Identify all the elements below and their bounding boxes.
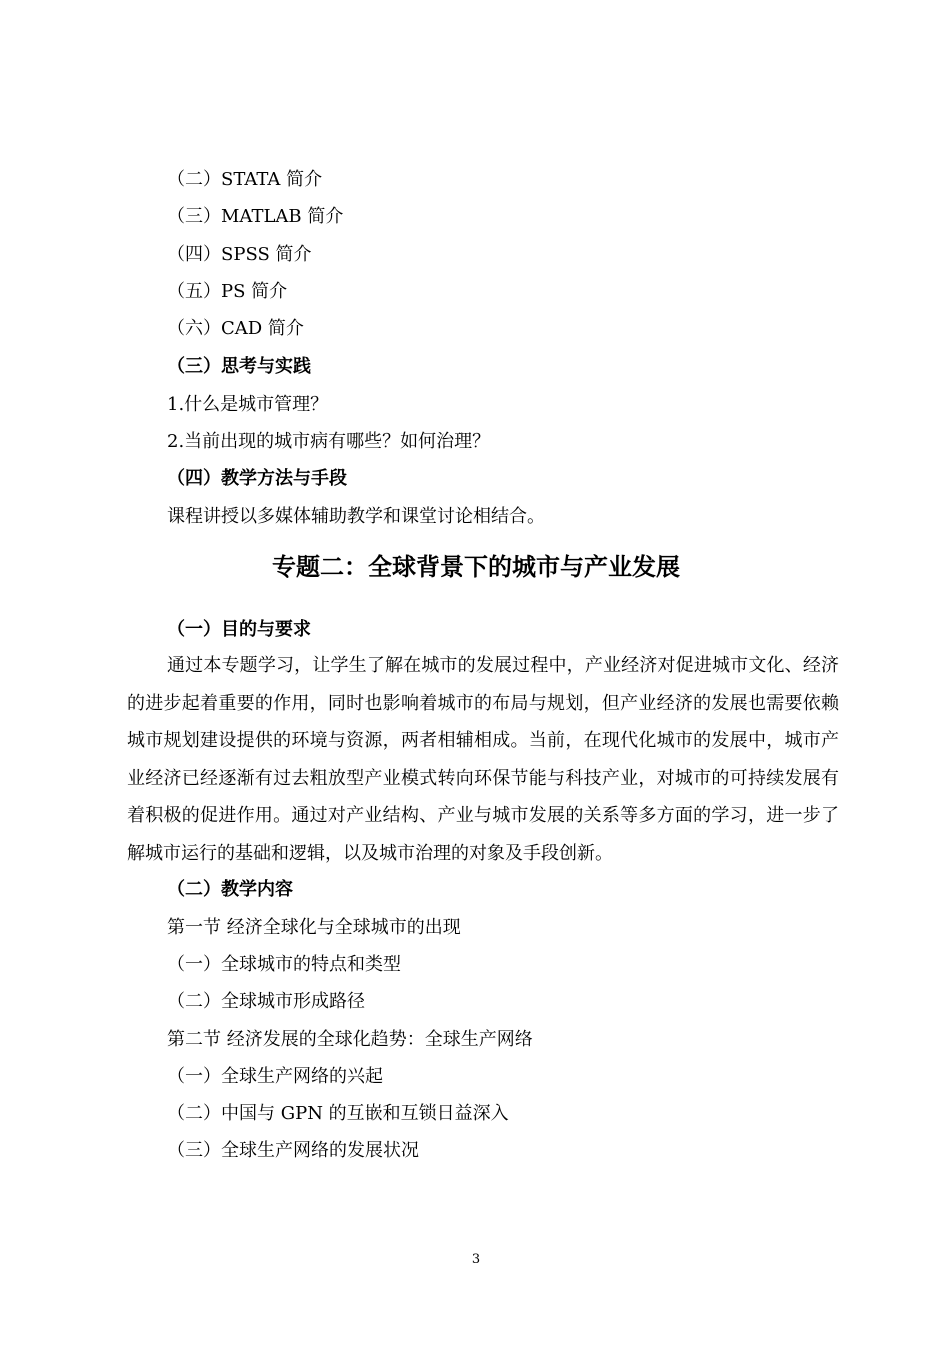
- question-item: 2.当前出现的城市病有哪些？如何治理？: [167, 431, 491, 452]
- section-heading-goals: （一）目的与要求: [167, 619, 311, 640]
- methods-text: 课程讲授以多媒体辅助教学和课堂讨论相结合。: [167, 506, 545, 527]
- section-heading-content: （二）教学内容: [167, 879, 293, 900]
- outline-item-ps: （五）PS 简介: [167, 281, 288, 302]
- section-heading-practice: （三）思考与实践: [167, 356, 311, 377]
- outline-item-stata: （二）STATA 简介: [167, 169, 323, 190]
- content-item: （三）全球生产网络的发展状况: [167, 1140, 419, 1161]
- content-item: （一）全球生产网络的兴起: [167, 1066, 383, 1087]
- topic-title: 专题二：全球背景下的城市与产业发展: [272, 553, 680, 581]
- section-heading-methods: （四）教学方法与手段: [167, 468, 347, 489]
- content-item: （一）全球城市的特点和类型: [167, 954, 401, 975]
- outline-item-cad: （六）CAD 简介: [167, 318, 304, 339]
- content-item: （二）中国与 GPN 的互嵌和互锁日益深入: [167, 1103, 509, 1124]
- content-item: （二）全球城市形成路径: [167, 991, 365, 1012]
- question-item: 1.什么是城市管理？: [167, 394, 329, 415]
- page-number: 3: [471, 1252, 481, 1267]
- goals-paragraph: 通过本专题学习，让学生了解在城市的发展过程中，产业经济对促进城市文化、经济的进步起着重要的作用，同时也影响着城市的布局与规划，但产业经济的发展也需要依赖城市规划建设提供的环境与资源，两者相辅相成。当前，在现代化城市的发展中，城市产业经济已经逐渐有过去粗放型产业模式转向环保节能与科技产业，对城市的可持续发展有着积极的促进作用。通过对产业结构、产业与城市发展的关系等多方面的学习，进一步了解城市运行的基础和逻辑，以及城市治理的对象及手段创新。: [127, 655, 839, 864]
- outline-item-spss: （四）SPSS 简介: [167, 244, 312, 265]
- outline-item-matlab: （三）MATLAB 简介: [167, 206, 344, 227]
- content-section-1: 第一节 经济全球化与全球城市的出现: [167, 917, 461, 938]
- content-section-2: 第二节 经济发展的全球化趋势：全球生产网络: [167, 1029, 533, 1050]
